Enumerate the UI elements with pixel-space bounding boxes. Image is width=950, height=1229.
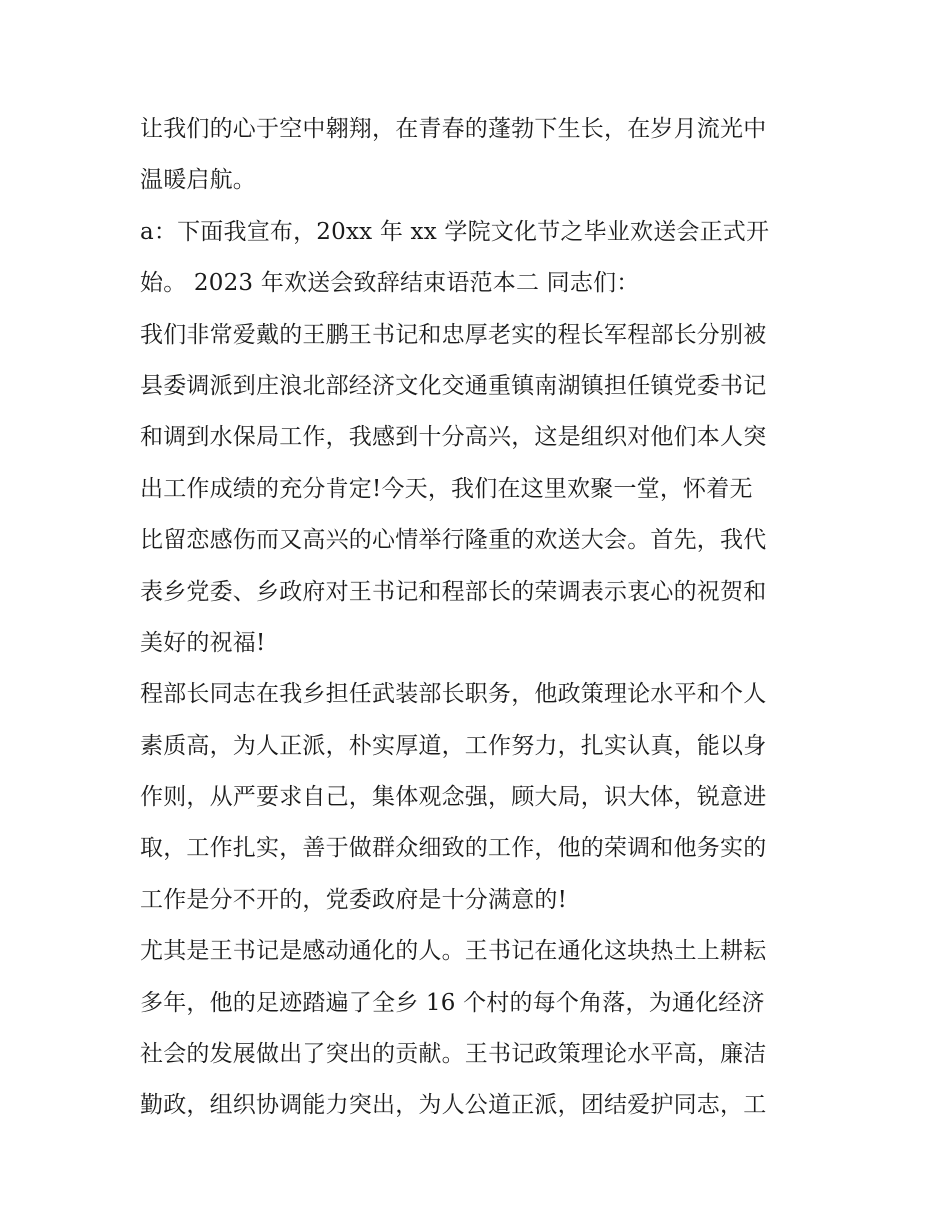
text-line: 比留恋感伤而又高兴的心情举行隆重的欢送大会。首先，我代 [140,527,767,554]
text-line: 始。 2023 年欢送会致辞结束语范本二 同志们： [140,270,640,297]
text-line: 社会的发展做出了突出的贡献。王书记政策理论水平高，廉洁 [140,1041,767,1068]
text-line: 工作是分不开的，党委政府是十分满意的! [140,886,568,913]
text-line: 多年，他的足迹踏遍了全乡 16 个村的每个角落，为通化经济 [140,989,765,1016]
text-line: 县委调派到庄浪北部经济文化交通重镇南湖镇担任镇党委书记 [140,372,767,399]
text-line: 取，工作扎实，善于做群众细致的工作，他的荣调和他务实的 [140,835,767,862]
text-line: a：下面我宣布，20xx 年 xx 学院文化节之毕业欢送会正式开 [140,218,770,245]
text-line: 尤其是王书记是感动通化的人。王书记在通化这块热土上耕耘 [140,938,767,965]
text-line: 勤政，组织协调能力突出，为人公道正派，团结爱护同志，工 [140,1092,767,1119]
text-line: 出工作成绩的充分肯定!今天，我们在这里欢聚一堂，怀着无 [140,475,753,502]
text-line: 温暖启航。 [140,167,256,194]
text-line: 美好的祝福! [140,629,266,656]
text-line: 让我们的心于空中翱翔，在青春的蓬勃下生长，在岁月流光中 [140,116,767,142]
text-line: 程部长同志在我乡担任武装部长职务，他政策理论水平和个人 [140,681,767,708]
text-line: 和调到水保局工作，我感到十分高兴，这是组织对他们本人突 [140,424,767,451]
text-line: 作则，从严要求自己，集体观念强，顾大局，识大体，锐意进 [140,784,767,811]
document-body [140,104,820,1132]
text-line: 素质高，为人正派，朴实厚道，工作努力，扎实认真，能以身 [140,732,767,759]
text-line: 我们非常爱戴的王鹏王书记和忠厚老实的程长军程部长分别被 [140,321,767,348]
text-line: 表乡党委、乡政府对王书记和程部长的荣调表示衷心的祝贺和 [140,578,767,605]
